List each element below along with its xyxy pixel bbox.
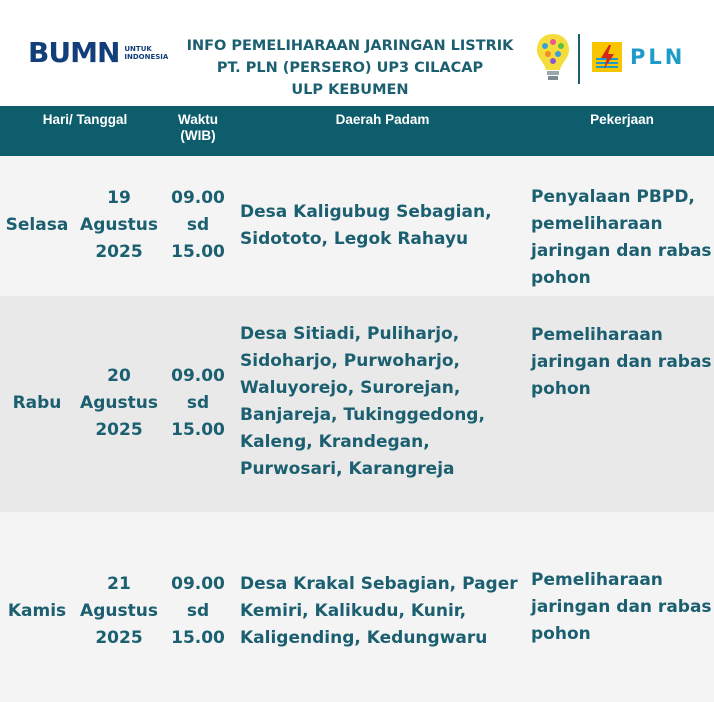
row-time: [166, 363, 230, 444]
row-time-end: 15.00: [171, 242, 225, 262]
row-area-line: Kaligending, Kedungwaru: [240, 628, 488, 648]
row-area-line: Kemiri, Kalikudu, Kunir,: [240, 601, 467, 621]
bulb-people-icon: [534, 32, 572, 82]
row-time-end: 15.00: [171, 628, 225, 648]
row-work: [531, 184, 713, 292]
pln-lightning-icon: [592, 42, 622, 72]
page-title: [150, 35, 550, 101]
row-work-line: Pemeliharaan: [531, 570, 663, 590]
row-area-line: Waluyorejo, Surorejan,: [240, 378, 461, 398]
table-header: [0, 106, 714, 156]
bumn-logo: [28, 38, 168, 68]
row-work-line: pohon: [531, 624, 591, 644]
row-work-line: jaringan dan rabas: [531, 241, 712, 261]
row-date-day: 19: [107, 188, 131, 208]
row-time-end: 15.00: [171, 420, 225, 440]
column-header-sublabel: (WIB): [180, 128, 216, 143]
row-day: Selasa: [5, 215, 69, 235]
row-date-year: 2025: [95, 628, 143, 648]
pln-logo-text: PLN: [630, 45, 686, 69]
row-area: [240, 571, 525, 652]
column-header-label: Pekerjaan: [590, 112, 654, 127]
row-day: Kamis: [7, 601, 67, 621]
row-work-line: jaringan dan rabas: [531, 597, 712, 617]
pln-logo: [592, 42, 685, 72]
row-area-line: Kaleng, Krandegan,: [240, 432, 430, 452]
row-date-year: 2025: [95, 242, 143, 262]
row-time-start: 09.00: [171, 366, 225, 386]
bumn-logo-mark: BUMN: [28, 36, 120, 69]
row-work-line: Penyalaan PBPD,: [531, 187, 695, 207]
row-date: [74, 571, 164, 652]
row-date-year: 2025: [95, 420, 143, 440]
row-area-line: Sidoharjo, Purwoharjo,: [240, 351, 461, 371]
row-time: [166, 571, 230, 652]
title-line-2: PT. PLN (PERSERO) UP3 CILACAP: [216, 60, 484, 76]
bumn-logo-sub-line2: INDONESIA: [124, 53, 169, 61]
row-work-line: jaringan dan rabas: [531, 352, 712, 372]
row-area-line: Purwosari, Karangreja: [240, 459, 455, 479]
row-area: [240, 321, 525, 483]
bumn-logo-sub-line1: UNTUK: [124, 45, 152, 53]
column-header-area: [240, 112, 525, 128]
row-work-line: pohon: [531, 268, 591, 288]
row-time-start: 09.00: [171, 574, 225, 594]
column-header-day-date: [10, 112, 160, 128]
row-time-separator: sd: [186, 393, 210, 413]
column-header-label: Waktu: [178, 112, 218, 127]
column-header-label: Hari/ Tanggal: [42, 112, 128, 127]
row-time: [166, 185, 230, 266]
column-header-time: [166, 112, 230, 144]
row-work-line: pohon: [531, 379, 591, 399]
row-date-day: 21: [107, 574, 131, 594]
column-header-work: [531, 112, 713, 128]
row-time-separator: sd: [186, 215, 210, 235]
row-time-start: 09.00: [171, 188, 225, 208]
row-date: [74, 185, 164, 266]
title-line-1: INFO PEMELIHARAAN JARINGAN LISTRIK: [186, 38, 514, 54]
row-area-line: Sidototo, Legok Rahayu: [240, 229, 469, 249]
row-date-month: Agustus: [80, 601, 158, 621]
row-area-line: Desa Kaligubug Sebagian,: [240, 202, 492, 222]
row-work: [531, 567, 713, 648]
table-row: [0, 156, 714, 296]
row-date-day: 20: [107, 366, 131, 386]
row-area-line: Desa Sitiadi, Puliharjo,: [240, 324, 460, 344]
row-area: [240, 199, 525, 253]
row-time-separator: sd: [186, 601, 210, 621]
column-header-label: Daerah Padam: [335, 112, 430, 127]
table-row: [0, 296, 714, 512]
row-area-line: Banjareja, Tukinggedong,: [240, 405, 485, 425]
title-line-3: ULP KEBUMEN: [291, 82, 409, 98]
row-area-line: Desa Krakal Sebagian, Pager: [240, 574, 518, 594]
row-date: [74, 363, 164, 444]
row-work-line: pemeliharaan: [531, 214, 663, 234]
logo-divider: [578, 34, 580, 84]
row-date-month: Agustus: [80, 215, 158, 235]
row-date-month: Agustus: [80, 393, 158, 413]
table-row: [0, 512, 714, 702]
row-work: [531, 322, 713, 403]
row-work-line: Pemeliharaan: [531, 325, 663, 345]
row-day: Rabu: [12, 393, 62, 413]
page-header: [0, 0, 714, 106]
